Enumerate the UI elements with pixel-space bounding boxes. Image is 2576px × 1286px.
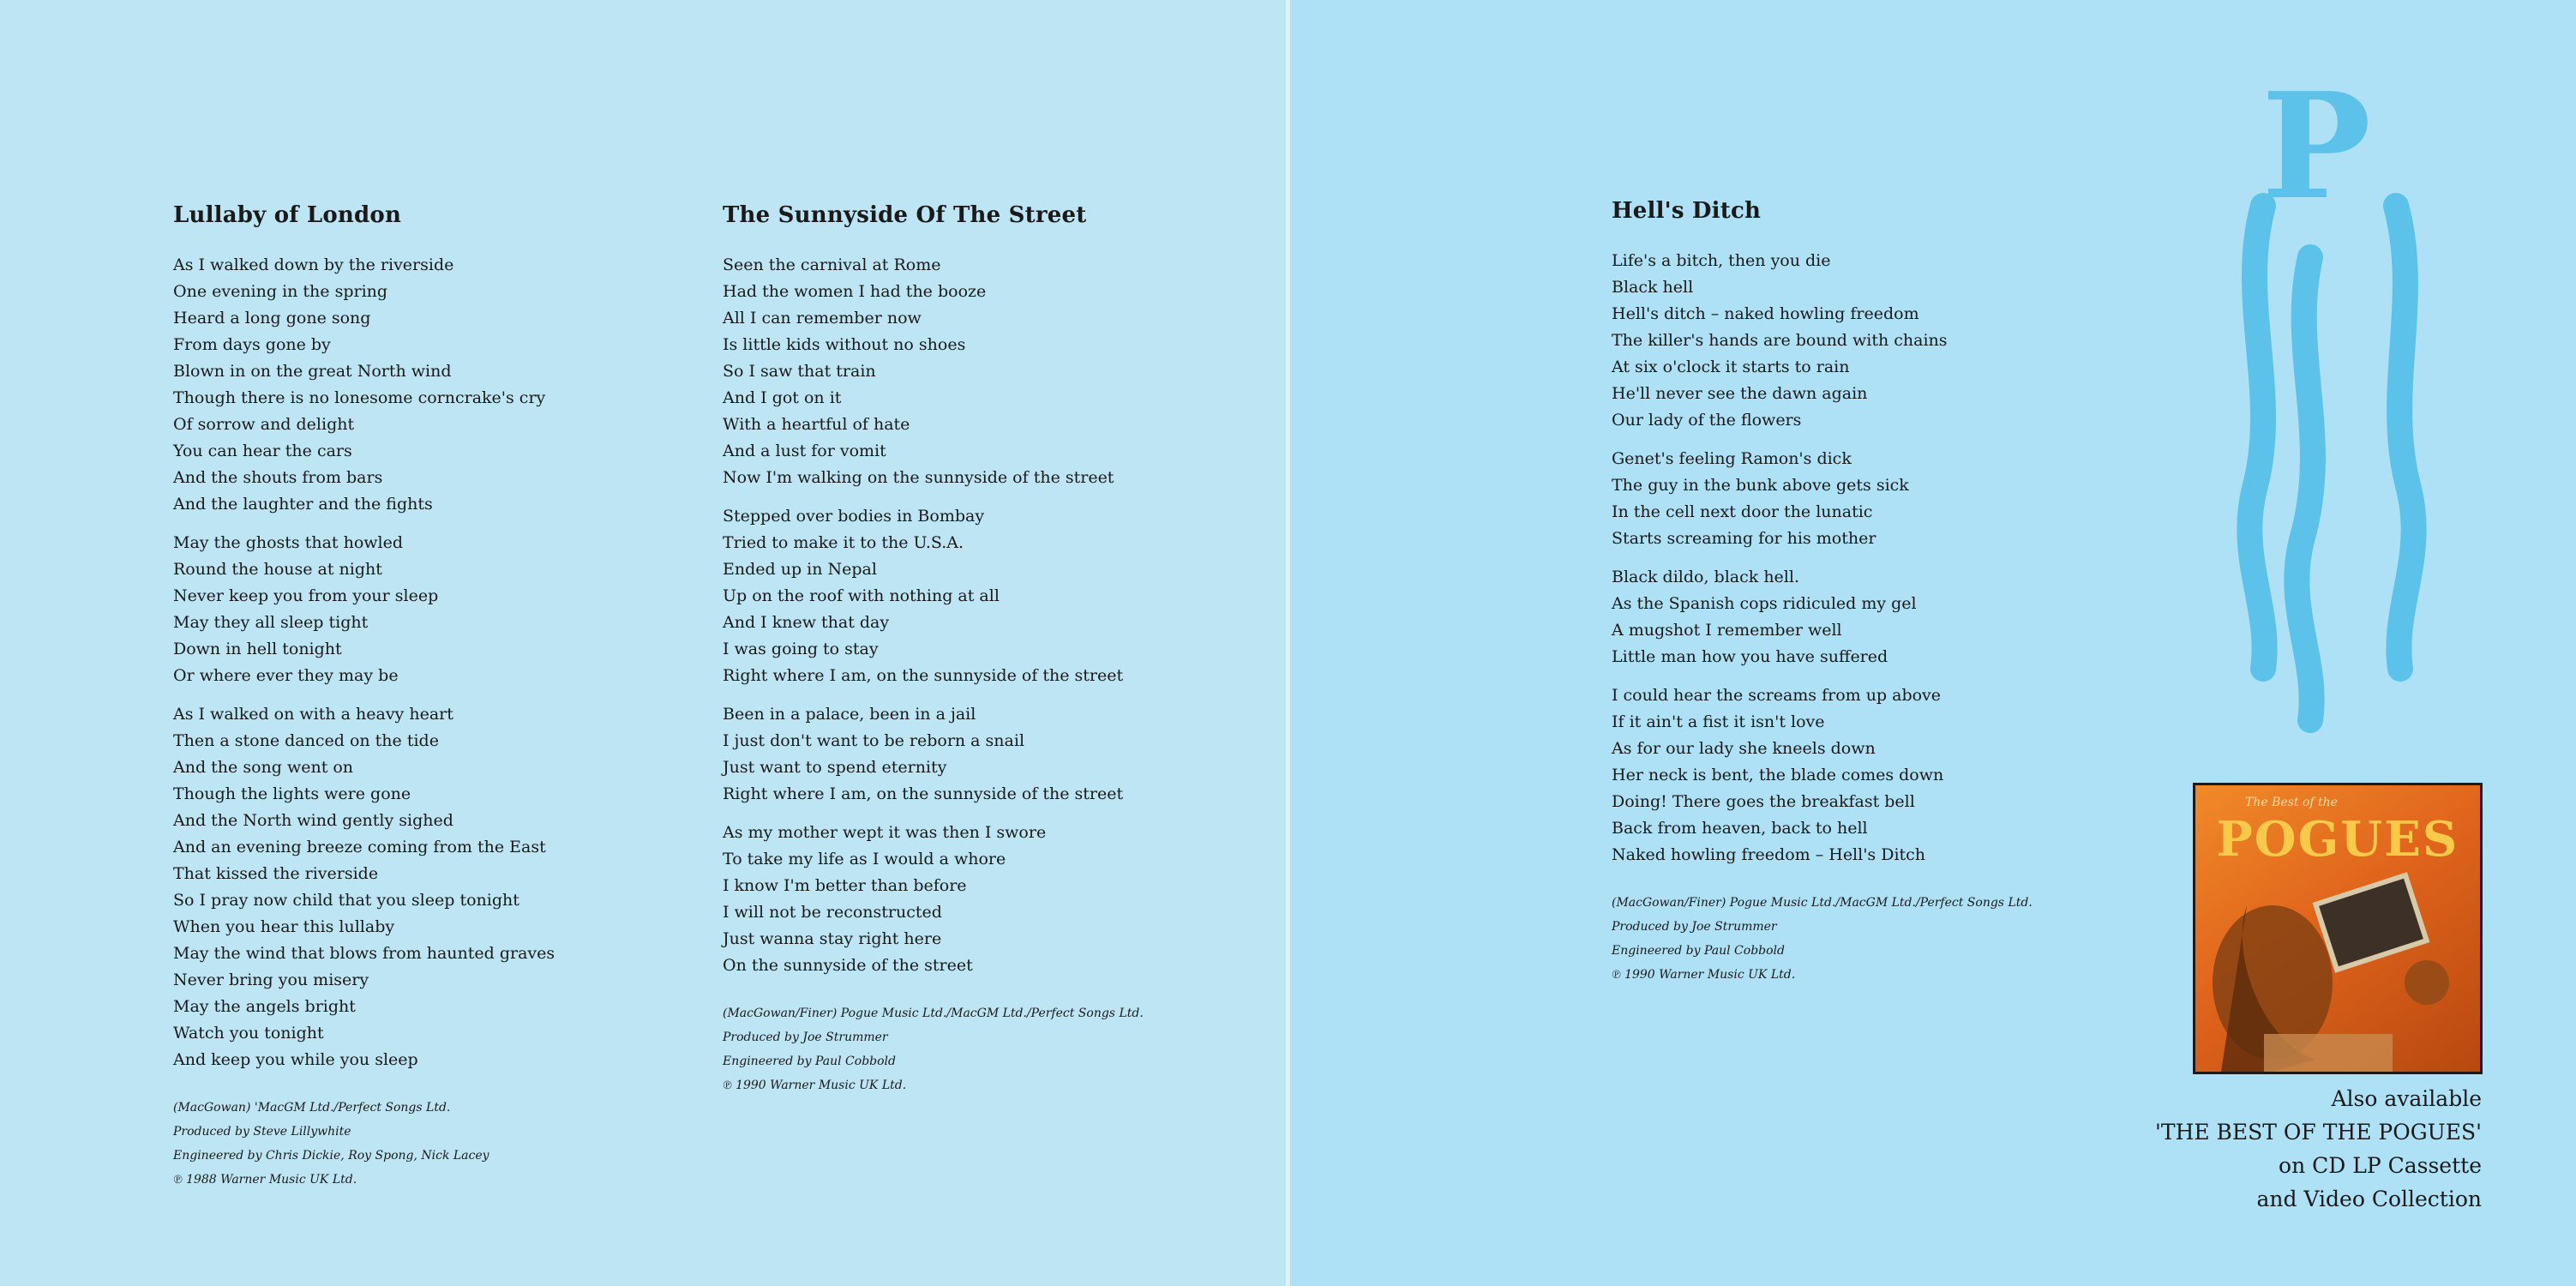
lyric-stanza bbox=[1612, 248, 2033, 434]
lyric-line: I could hear the screams from up above bbox=[1612, 686, 1942, 705]
lyric-line: Right where I am, on the sunnyside of the street bbox=[723, 666, 1124, 685]
lyric-line: The killer's hands are bound with chains bbox=[1612, 331, 1948, 350]
promo-line-1: Also available bbox=[2331, 1086, 2482, 1111]
lyric-line: So I saw that train bbox=[723, 362, 876, 381]
credit-line: ℗ 1988 Warner Music UK Ltd. bbox=[173, 1173, 357, 1187]
lyric-line: And a lust for vomit bbox=[723, 442, 886, 460]
also-available-note bbox=[2155, 1082, 2482, 1216]
lyric-line: All I can remember now bbox=[723, 309, 922, 328]
lyric-line: And I knew that day bbox=[723, 613, 890, 632]
lyric-line: He'll never see the dawn again bbox=[1612, 384, 1868, 403]
lyric-line: May the ghosts that howled bbox=[173, 533, 404, 552]
lyric-line: Doing! There goes the breakfast bell bbox=[1612, 792, 1915, 811]
lyric-line: Naked howling freedom – Hell's Ditch bbox=[1612, 845, 1926, 864]
song-sunnyside-of-the-street bbox=[723, 202, 1144, 1097]
promo-line-4: and Video Collection bbox=[2256, 1187, 2482, 1211]
lyric-stanza bbox=[723, 252, 1144, 491]
credit-line: Engineered by Paul Cobbold bbox=[1612, 944, 1785, 958]
cover-band-name: POGUES bbox=[2216, 811, 2459, 868]
lyric-stanza bbox=[723, 820, 1144, 979]
lyric-line: To take my life as I would a whore bbox=[723, 850, 1006, 868]
credit-line: ℗ 1990 Warner Music UK Ltd. bbox=[723, 1079, 907, 1092]
lyric-line: May the wind that blows from haunted graves bbox=[173, 944, 555, 963]
lyric-line: Is little kids without no shoes bbox=[723, 335, 966, 354]
lyric-line: As I walked down by the riverside bbox=[173, 255, 454, 274]
lyric-line: Just want to spend eternity bbox=[723, 758, 947, 777]
credit-line: Produced by Joe Strummer bbox=[723, 1031, 888, 1044]
song-title: Lullaby of London bbox=[173, 202, 402, 228]
lyric-line: Though there is no lonesome corncrake's cry bbox=[173, 388, 546, 407]
lyric-line: Just wanna stay right here bbox=[723, 929, 942, 948]
lyric-line: And the North wind gently sighed bbox=[173, 811, 453, 830]
lyric-line: And keep you while you sleep bbox=[173, 1050, 418, 1069]
lyric-line: Little man how you have suffered bbox=[1612, 647, 1888, 666]
lyric-line: Or where ever they may be bbox=[173, 666, 399, 685]
lyric-line: Ended up in Nepal bbox=[723, 560, 877, 579]
lyric-line: And the shouts from bars bbox=[173, 468, 383, 487]
lyric-line: Though the lights were gone bbox=[173, 784, 411, 803]
cover-subtitle: The Best of the bbox=[2245, 796, 2338, 809]
credit-line: Engineered by Paul Cobbold bbox=[723, 1055, 896, 1068]
lyric-line: As I walked on with a heavy heart bbox=[173, 705, 453, 724]
lyric-stanza bbox=[723, 503, 1144, 689]
lyric-stanza bbox=[173, 530, 555, 689]
song-hells-ditch bbox=[1612, 198, 2033, 987]
credit-line: (MacGowan) 'MacGM Ltd./Perfect Songs Ltd. bbox=[173, 1101, 451, 1115]
lyric-line: May the angels bright bbox=[173, 997, 356, 1016]
lyric-line: So I pray now child that you sleep tonight bbox=[173, 891, 519, 910]
lyric-line: Black hell bbox=[1612, 278, 1694, 297]
song-credits bbox=[1612, 891, 2033, 987]
pogues-wavy-logo bbox=[2220, 77, 2435, 746]
lyric-line: May they all sleep tight bbox=[173, 613, 369, 632]
lyric-line: And the song went on bbox=[173, 758, 354, 777]
lyric-line: And I got on it bbox=[723, 388, 842, 407]
lyric-line: Heard a long gone song bbox=[173, 309, 371, 328]
lyric-line: As my mother wept it was then I swore bbox=[723, 823, 1047, 842]
lyric-line: A mugshot I remember well bbox=[1612, 621, 1842, 640]
lyric-line: You can hear the cars bbox=[173, 442, 352, 460]
lyric-line: I know I'm better than before bbox=[723, 876, 967, 895]
lyric-line: Our lady of the flowers bbox=[1612, 411, 1802, 430]
credit-line: ℗ 1990 Warner Music UK Ltd. bbox=[1612, 968, 1796, 982]
credit-line: (MacGowan/Finer) Pogue Music Ltd./MacGM Ltd./Perfect Songs Ltd. bbox=[1612, 896, 2033, 910]
lyric-line: Life's a bitch, then you die bbox=[1612, 251, 1831, 270]
lyric-line: Had the women I had the booze bbox=[723, 282, 987, 301]
lyric-line: Now I'm walking on the sunnyside of the street bbox=[723, 468, 1114, 487]
lyric-line: Never keep you from your sleep bbox=[173, 586, 439, 605]
lyric-line: Round the house at night bbox=[173, 560, 382, 579]
lyric-line: Starts screaming for his mother bbox=[1612, 529, 1876, 548]
lyric-line: Blown in on the great North wind bbox=[173, 362, 452, 381]
lyric-stanza bbox=[1612, 446, 2033, 552]
credit-line: Produced by Joe Strummer bbox=[1612, 920, 1777, 934]
song-title: Hell's Ditch bbox=[1612, 198, 1762, 224]
lyric-line: With a heartful of hate bbox=[723, 415, 910, 434]
lyric-line: I just don't want to be reborn a snail bbox=[723, 731, 1025, 750]
lyric-line: As for our lady she kneels down bbox=[1612, 739, 1876, 758]
song-credits bbox=[173, 1096, 555, 1192]
lyric-line: I will not be reconstructed bbox=[723, 903, 942, 922]
lyric-line: That kissed the riverside bbox=[173, 864, 379, 883]
lyric-line: Seen the carnival at Rome bbox=[723, 255, 941, 274]
lyric-line: Back from heaven, back to hell bbox=[1612, 819, 1868, 838]
lyric-line: On the sunnyside of the street bbox=[723, 956, 973, 975]
lyric-stanza bbox=[1612, 564, 2033, 670]
lyric-line: Of sorrow and delight bbox=[173, 415, 355, 434]
lyric-line: I was going to stay bbox=[723, 640, 879, 658]
lyric-line: Been in a palace, been in a jail bbox=[723, 705, 976, 724]
lyric-line: Hell's ditch – naked howling freedom bbox=[1612, 304, 1919, 323]
credit-line: Produced by Steve Lillywhite bbox=[173, 1125, 351, 1139]
lyric-line: Black dildo, black hell. bbox=[1612, 568, 1799, 586]
lyric-line: Down in hell tonight bbox=[173, 640, 342, 658]
lyric-line: And an evening breeze coming from the East bbox=[173, 838, 546, 856]
lyric-line: Tried to make it to the U.S.A. bbox=[723, 533, 964, 552]
best-of-album-cover bbox=[2193, 783, 2483, 1074]
lyric-line: Up on the roof with nothing at all bbox=[723, 586, 1000, 605]
lyric-line: Her neck is bent, the blade comes down bbox=[1612, 766, 1944, 784]
lyric-line: The guy in the bunk above gets sick bbox=[1612, 476, 1909, 495]
lyric-stanza bbox=[723, 701, 1144, 808]
lyric-line: If it ain't a fist it isn't love bbox=[1612, 712, 1825, 731]
promo-line-2: 'THE BEST OF THE POGUES' bbox=[2155, 1120, 2482, 1145]
lyric-line: In the cell next door the lunatic bbox=[1612, 502, 1873, 521]
credit-line: (MacGowan/Finer) Pogue Music Ltd./MacGM Ltd./Perfect Songs Ltd. bbox=[723, 1007, 1144, 1020]
promo-line-3: on CD LP Cassette bbox=[2279, 1153, 2482, 1178]
lyric-line: Never bring you misery bbox=[173, 971, 369, 989]
lyric-line: At six o'clock it starts to rain bbox=[1612, 358, 1850, 376]
logo-letter: P bbox=[2261, 77, 2371, 232]
credit-line: Engineered by Chris Dickie, Roy Spong, Nick Lacey bbox=[173, 1149, 489, 1163]
lyric-line: From days gone by bbox=[173, 335, 331, 354]
song-lullaby-of-london bbox=[173, 202, 555, 1192]
lyric-stanza bbox=[173, 252, 555, 518]
lyric-line: Stepped over bodies in Bombay bbox=[723, 507, 985, 526]
lyric-line: Then a stone danced on the tide bbox=[173, 731, 439, 750]
song-credits bbox=[723, 1001, 1144, 1097]
lyric-line: Watch you tonight bbox=[173, 1024, 324, 1043]
lyric-stanza bbox=[1612, 682, 2033, 868]
lyric-line: One evening in the spring bbox=[173, 282, 388, 301]
lyric-line: As the Spanish cops ridiculed my gel bbox=[1612, 594, 1917, 613]
lyric-stanza bbox=[173, 701, 555, 1073]
lyric-line: And the laughter and the fights bbox=[173, 495, 433, 514]
lyric-line: Genet's feeling Ramon's dick bbox=[1612, 449, 1852, 468]
lyric-line: Right where I am, on the sunnyside of the street bbox=[723, 784, 1124, 803]
song-title: The Sunnyside Of The Street bbox=[723, 202, 1087, 228]
lyric-line: When you hear this lullaby bbox=[173, 917, 395, 936]
